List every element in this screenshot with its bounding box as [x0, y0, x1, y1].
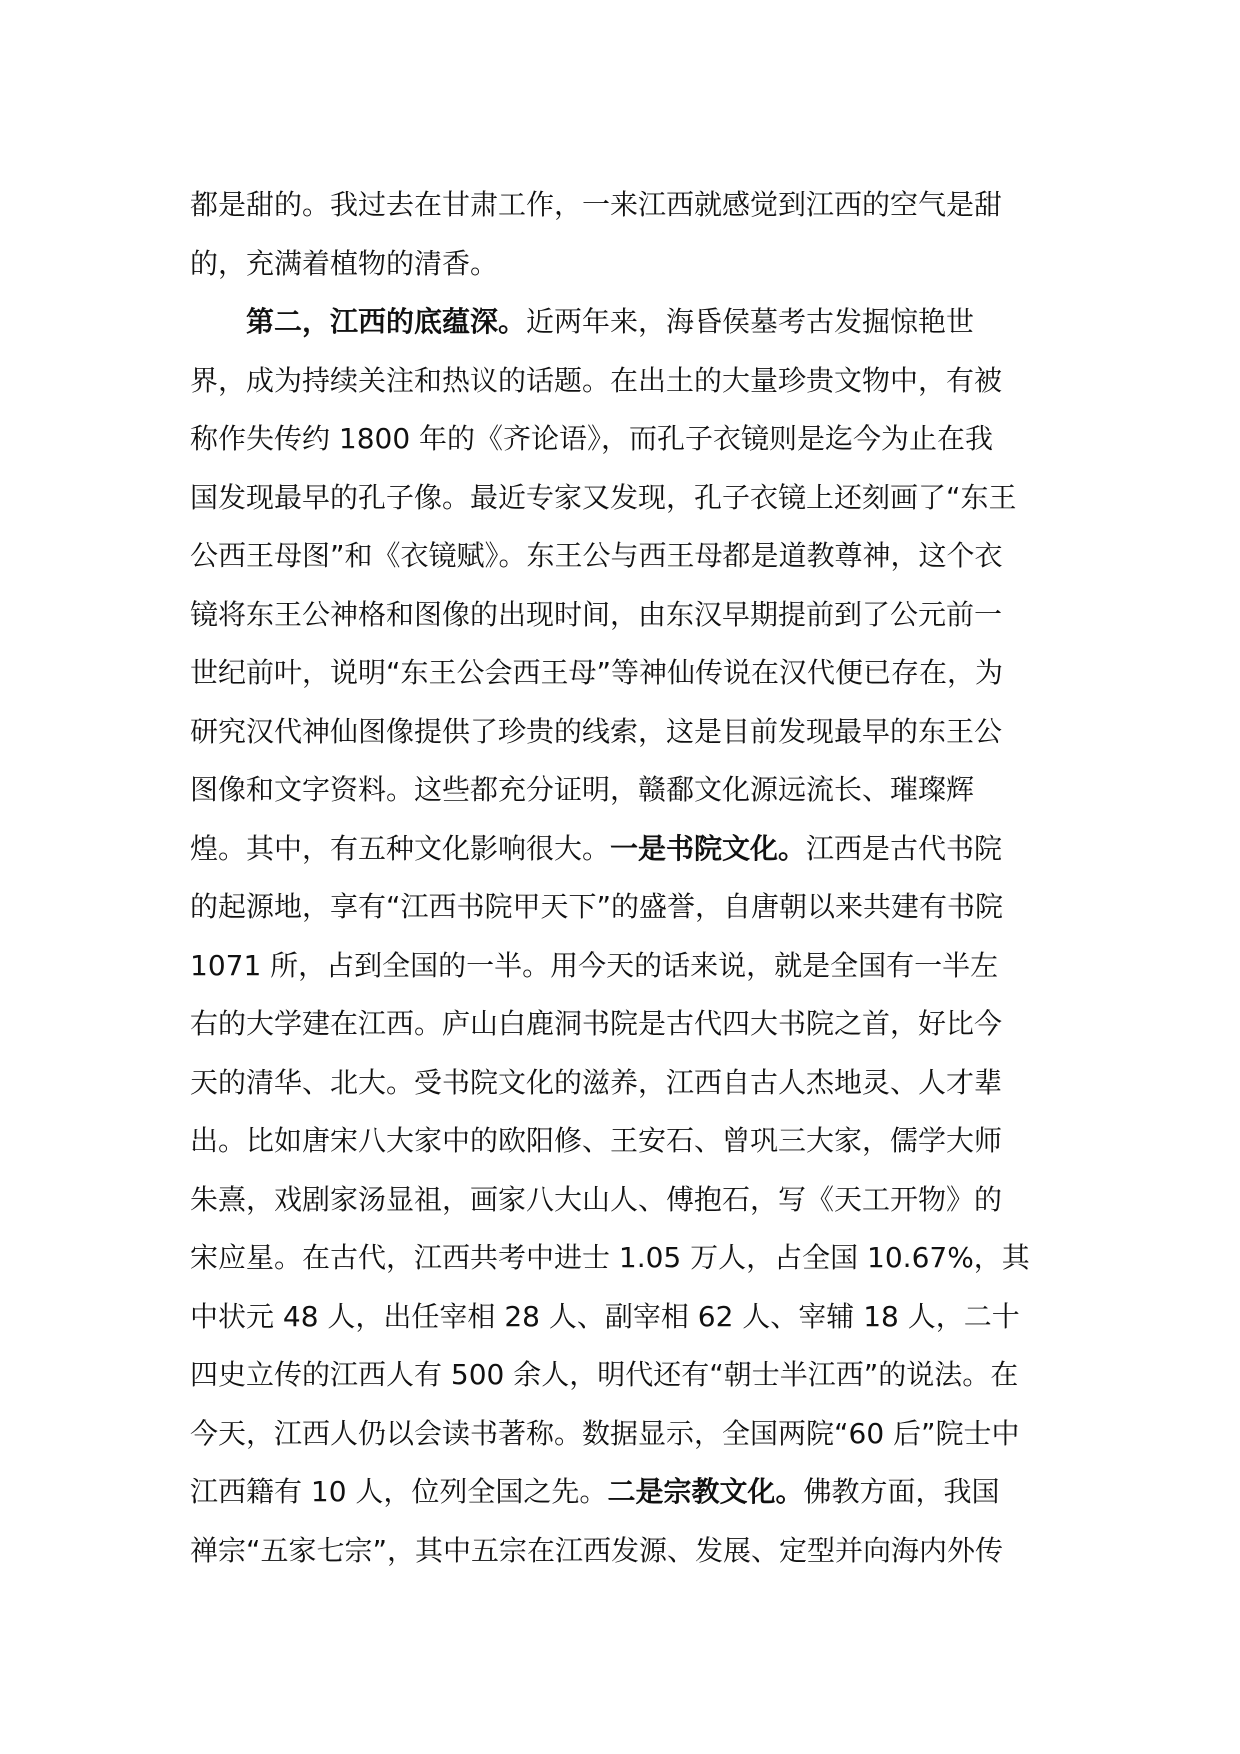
- text-line: 江西籍有 10 人，位列全国之先。二是宗教文化。佛教方面，我国: [190, 1475, 1000, 1508]
- text-line: 的起源地，享有“江西书院甲天下”的盛誉，自唐朝以来共建有书院: [190, 890, 1004, 923]
- text-line: 四史立传的江西人有 500 余人，明代还有“朝士半江西”的说法。在: [190, 1358, 1019, 1391]
- section-heading-second: 第二，江西的底蕴深。: [246, 305, 527, 338]
- text-line: 国发现最早的孔子像。最近专家又发现，孔子衣镜上还刻画了“东王: [190, 480, 1017, 514]
- text-line: 的，充满着植物的清香。: [190, 246, 499, 280]
- text-line: 今天，江西人仍以会读书著称。数据显示，全国两院“60 后”院士中: [190, 1416, 1020, 1450]
- text-line: 宋应星。在古代，江西共考中进士 1.05 万人，占全国 10.67%，其: [190, 1241, 1030, 1274]
- text-line: 公西王母图”和《衣镜赋》。东王公与西王母都是道教尊神，这个衣: [190, 539, 1003, 572]
- text-line: 朱熹，戏剧家汤显祖，画家八大山人、傅抱石，写《天工开物》的: [190, 1182, 1003, 1216]
- text-line: 天的清华、北大。受书院文化的滋养，江西自古人杰地灵、人才辈: [190, 1065, 1003, 1099]
- text-line: 图像和文字资料。这些都充分证明，赣鄱文化源远流长、璀璨辉: [190, 773, 975, 806]
- text-line: 煌。其中，有五种文化影响很大。一是书院文化。江西是古代书院: [190, 831, 1003, 865]
- text-line: 研究汉代神仙图像提供了珍贵的线索，这是目前发现最早的东王公: [190, 714, 1003, 748]
- text-line: 右的大学建在江西。庐山白鹿洞书院是古代四大书院之首，好比今: [190, 1007, 1003, 1040]
- text-line: 1071 所，占到全国的一半。用今天的话来说，就是全国有一半左: [190, 948, 999, 982]
- paragraph-start-line: 第二，江西的底蕴深。近两年来，海昏侯墓考古发掘惊艳世: [246, 305, 975, 338]
- text-line: 称作失传约 1800 年的《齐论语》，而孔子衣镜则是迄今为止在我: [190, 422, 994, 455]
- text-line: 世纪前叶，说明“东王公会西王母”等神仙传说在汉代便已存在，为: [190, 656, 1004, 689]
- body-text: [190, 176, 1070, 1580]
- text-line: 禅宗“五家七宗”，其中五宗在江西发源、发展、定型并向海内外传: [190, 1533, 1004, 1567]
- text-line: 镜将东王公神格和图像的出现时间，由东汉早期提前到了公元前一: [190, 597, 1003, 631]
- subheading-religious-culture: 二是宗教文化。: [607, 1475, 804, 1508]
- text-line: 出。比如唐宋八大家中的欧阳修、王安石、曾巩三大家，儒学大师: [190, 1124, 1003, 1157]
- text-line: 中状元 48 人，出任宰相 28 人、副宰相 62 人、宰辅 18 人，二十: [190, 1299, 1020, 1333]
- text-line: 界，成为持续关注和热议的话题。在出土的大量珍贵文物中，有被: [190, 363, 1003, 397]
- text-line: 都是甜的。我过去在甘肃工作，一来江西就感觉到江西的空气是甜: [190, 188, 1003, 221]
- subheading-academy-culture: 一是书院文化。: [610, 831, 807, 865]
